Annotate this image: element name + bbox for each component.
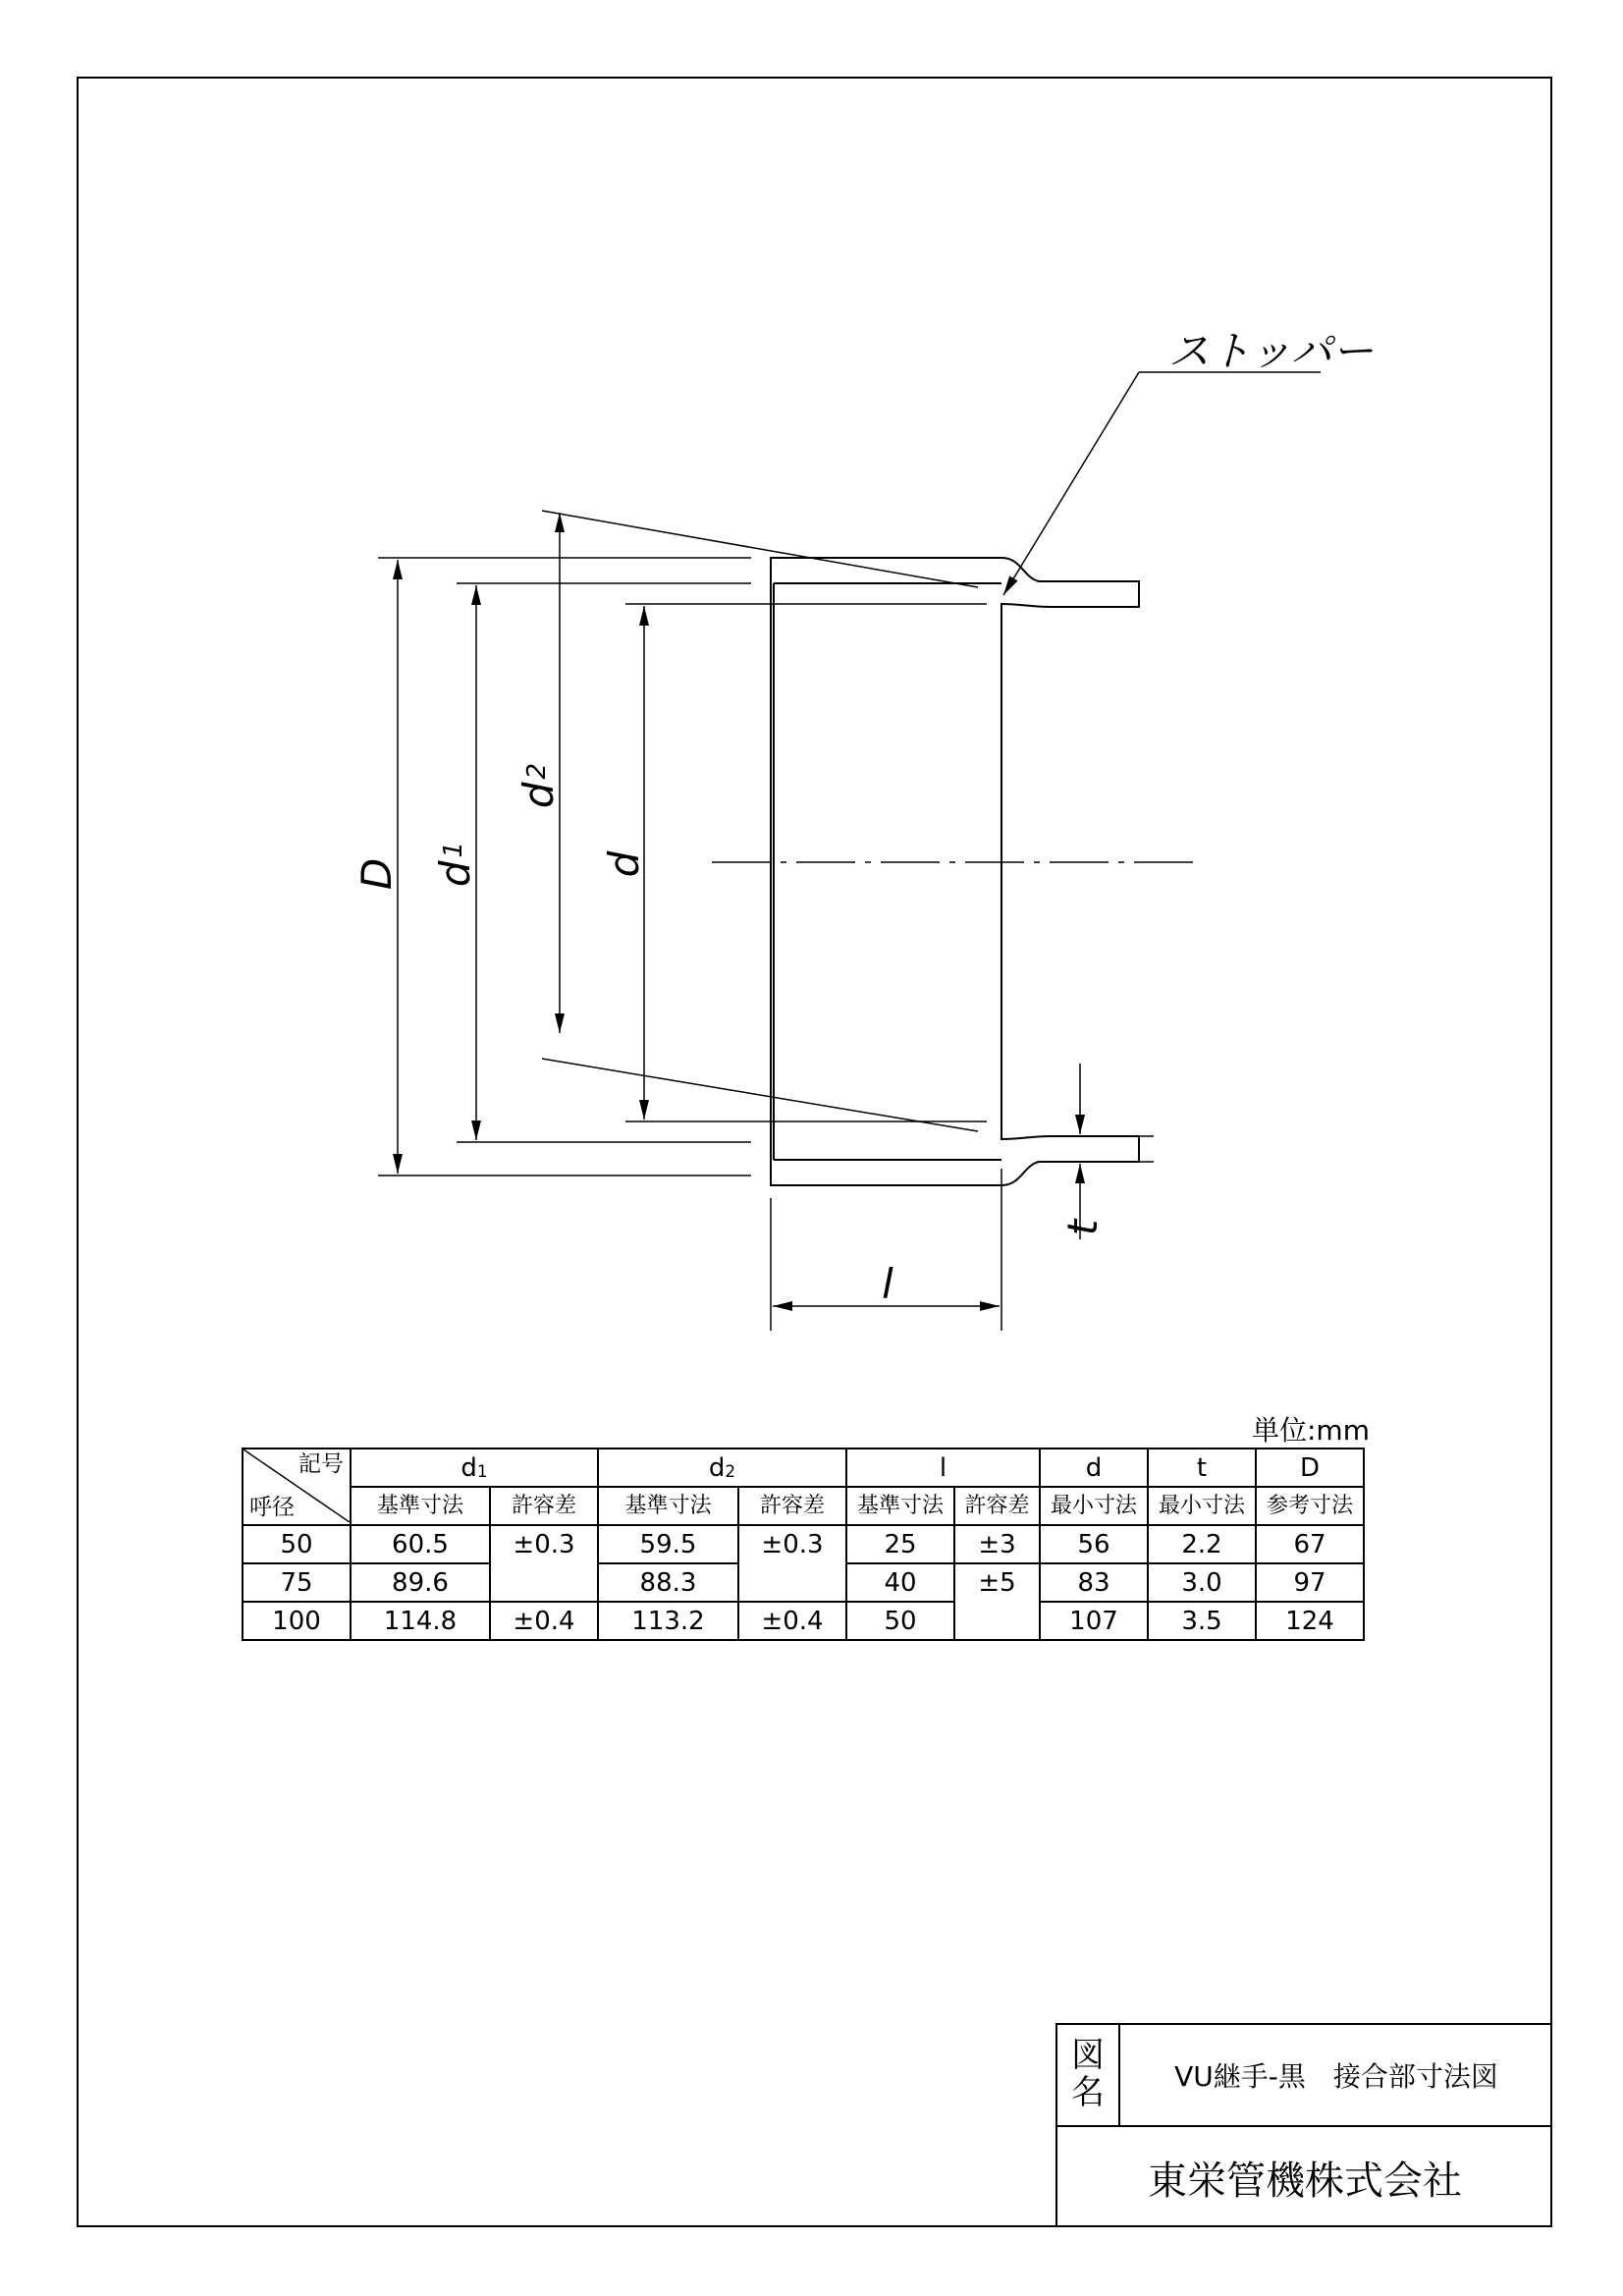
- label-d1: d1: [431, 841, 479, 888]
- corner-top-label: 記号: [298, 1451, 344, 1477]
- cell-D: 97: [1256, 1563, 1364, 1602]
- cell-l: 40: [846, 1563, 954, 1602]
- header-D: D: [1256, 1449, 1364, 1487]
- cell-l: 25: [846, 1525, 954, 1563]
- cell-D: 67: [1256, 1525, 1364, 1563]
- label-l: l: [882, 1260, 893, 1308]
- cell-d1: 114.8: [351, 1602, 490, 1640]
- spec-table: [242, 1448, 1365, 1641]
- header-row: [243, 1449, 1364, 1487]
- cell-t: 3.0: [1148, 1563, 1256, 1602]
- sub-d2-basic: 基準寸法: [598, 1487, 738, 1525]
- header-d1: d1: [351, 1449, 598, 1487]
- cell-D: 124: [1256, 1602, 1364, 1640]
- cell-d1: 60.5: [351, 1525, 490, 1563]
- cell-d2: 59.5: [598, 1525, 738, 1563]
- sub-d2-tol: 許容差: [738, 1487, 846, 1525]
- unit-label: 単位:mm: [1252, 1414, 1370, 1447]
- cell-l: 50: [846, 1602, 954, 1640]
- cell-d1-tol: ±0.3: [490, 1525, 598, 1602]
- cell-d: 107: [1040, 1602, 1148, 1640]
- header-d2: d2: [598, 1449, 846, 1487]
- table-row: [243, 1602, 1364, 1640]
- cell-l-tol: ±5: [954, 1563, 1040, 1640]
- stopper-leader: [1003, 372, 1139, 595]
- cell-d2-tol: ±0.4: [738, 1602, 846, 1640]
- sub-l-basic: 基準寸法: [846, 1487, 954, 1525]
- sub-t-min: 最小寸法: [1148, 1487, 1256, 1525]
- cell-l-tol: ±3: [954, 1525, 1040, 1563]
- cell-size: 100: [243, 1602, 351, 1640]
- header-d: d: [1040, 1449, 1148, 1487]
- header-l: l: [846, 1449, 1040, 1487]
- corner-bottom-label: 呼径: [249, 1495, 295, 1520]
- label-t: t: [1058, 1219, 1107, 1236]
- label-d2: d2: [514, 762, 563, 809]
- sub-D-ref: 参考寸法: [1256, 1487, 1364, 1525]
- cell-d2: 88.3: [598, 1563, 738, 1602]
- company-name: 東栄管機株式会社: [1148, 2158, 1462, 2204]
- sub-l-tol: 許容差: [954, 1487, 1040, 1525]
- socket-outline: [771, 558, 1139, 1185]
- label-d: d: [600, 850, 648, 878]
- label-D: D: [352, 857, 401, 891]
- corner-cell: [243, 1449, 351, 1525]
- cell-d: 83: [1040, 1563, 1148, 1602]
- cell-size: 50: [243, 1525, 351, 1563]
- cell-d1: 89.6: [351, 1563, 490, 1602]
- title-block-label: 図 名: [1057, 2025, 1120, 2127]
- cell-size: 75: [243, 1563, 351, 1602]
- cell-d2: 113.2: [598, 1602, 738, 1640]
- cell-t: 3.5: [1148, 1602, 1256, 1640]
- subheader-row: [243, 1487, 1364, 1525]
- cell-t: 2.2: [1148, 1525, 1256, 1563]
- sub-d1-tol: 許容差: [490, 1487, 598, 1525]
- drawing-title: VU継手-黒 接合部寸法図: [1120, 2025, 1552, 2127]
- label-stopper: ストッパー: [1168, 327, 1374, 375]
- table-row: [243, 1525, 1364, 1563]
- cell-d2-tol: ±0.3: [738, 1525, 846, 1602]
- cell-d: 56: [1040, 1525, 1148, 1563]
- title-block: [1055, 2023, 1552, 2227]
- sub-d-min: 最小寸法: [1040, 1487, 1148, 1525]
- sub-d1-basic: 基準寸法: [351, 1487, 490, 1525]
- header-t: t: [1148, 1449, 1256, 1487]
- cell-d1-tol: ±0.4: [490, 1602, 598, 1640]
